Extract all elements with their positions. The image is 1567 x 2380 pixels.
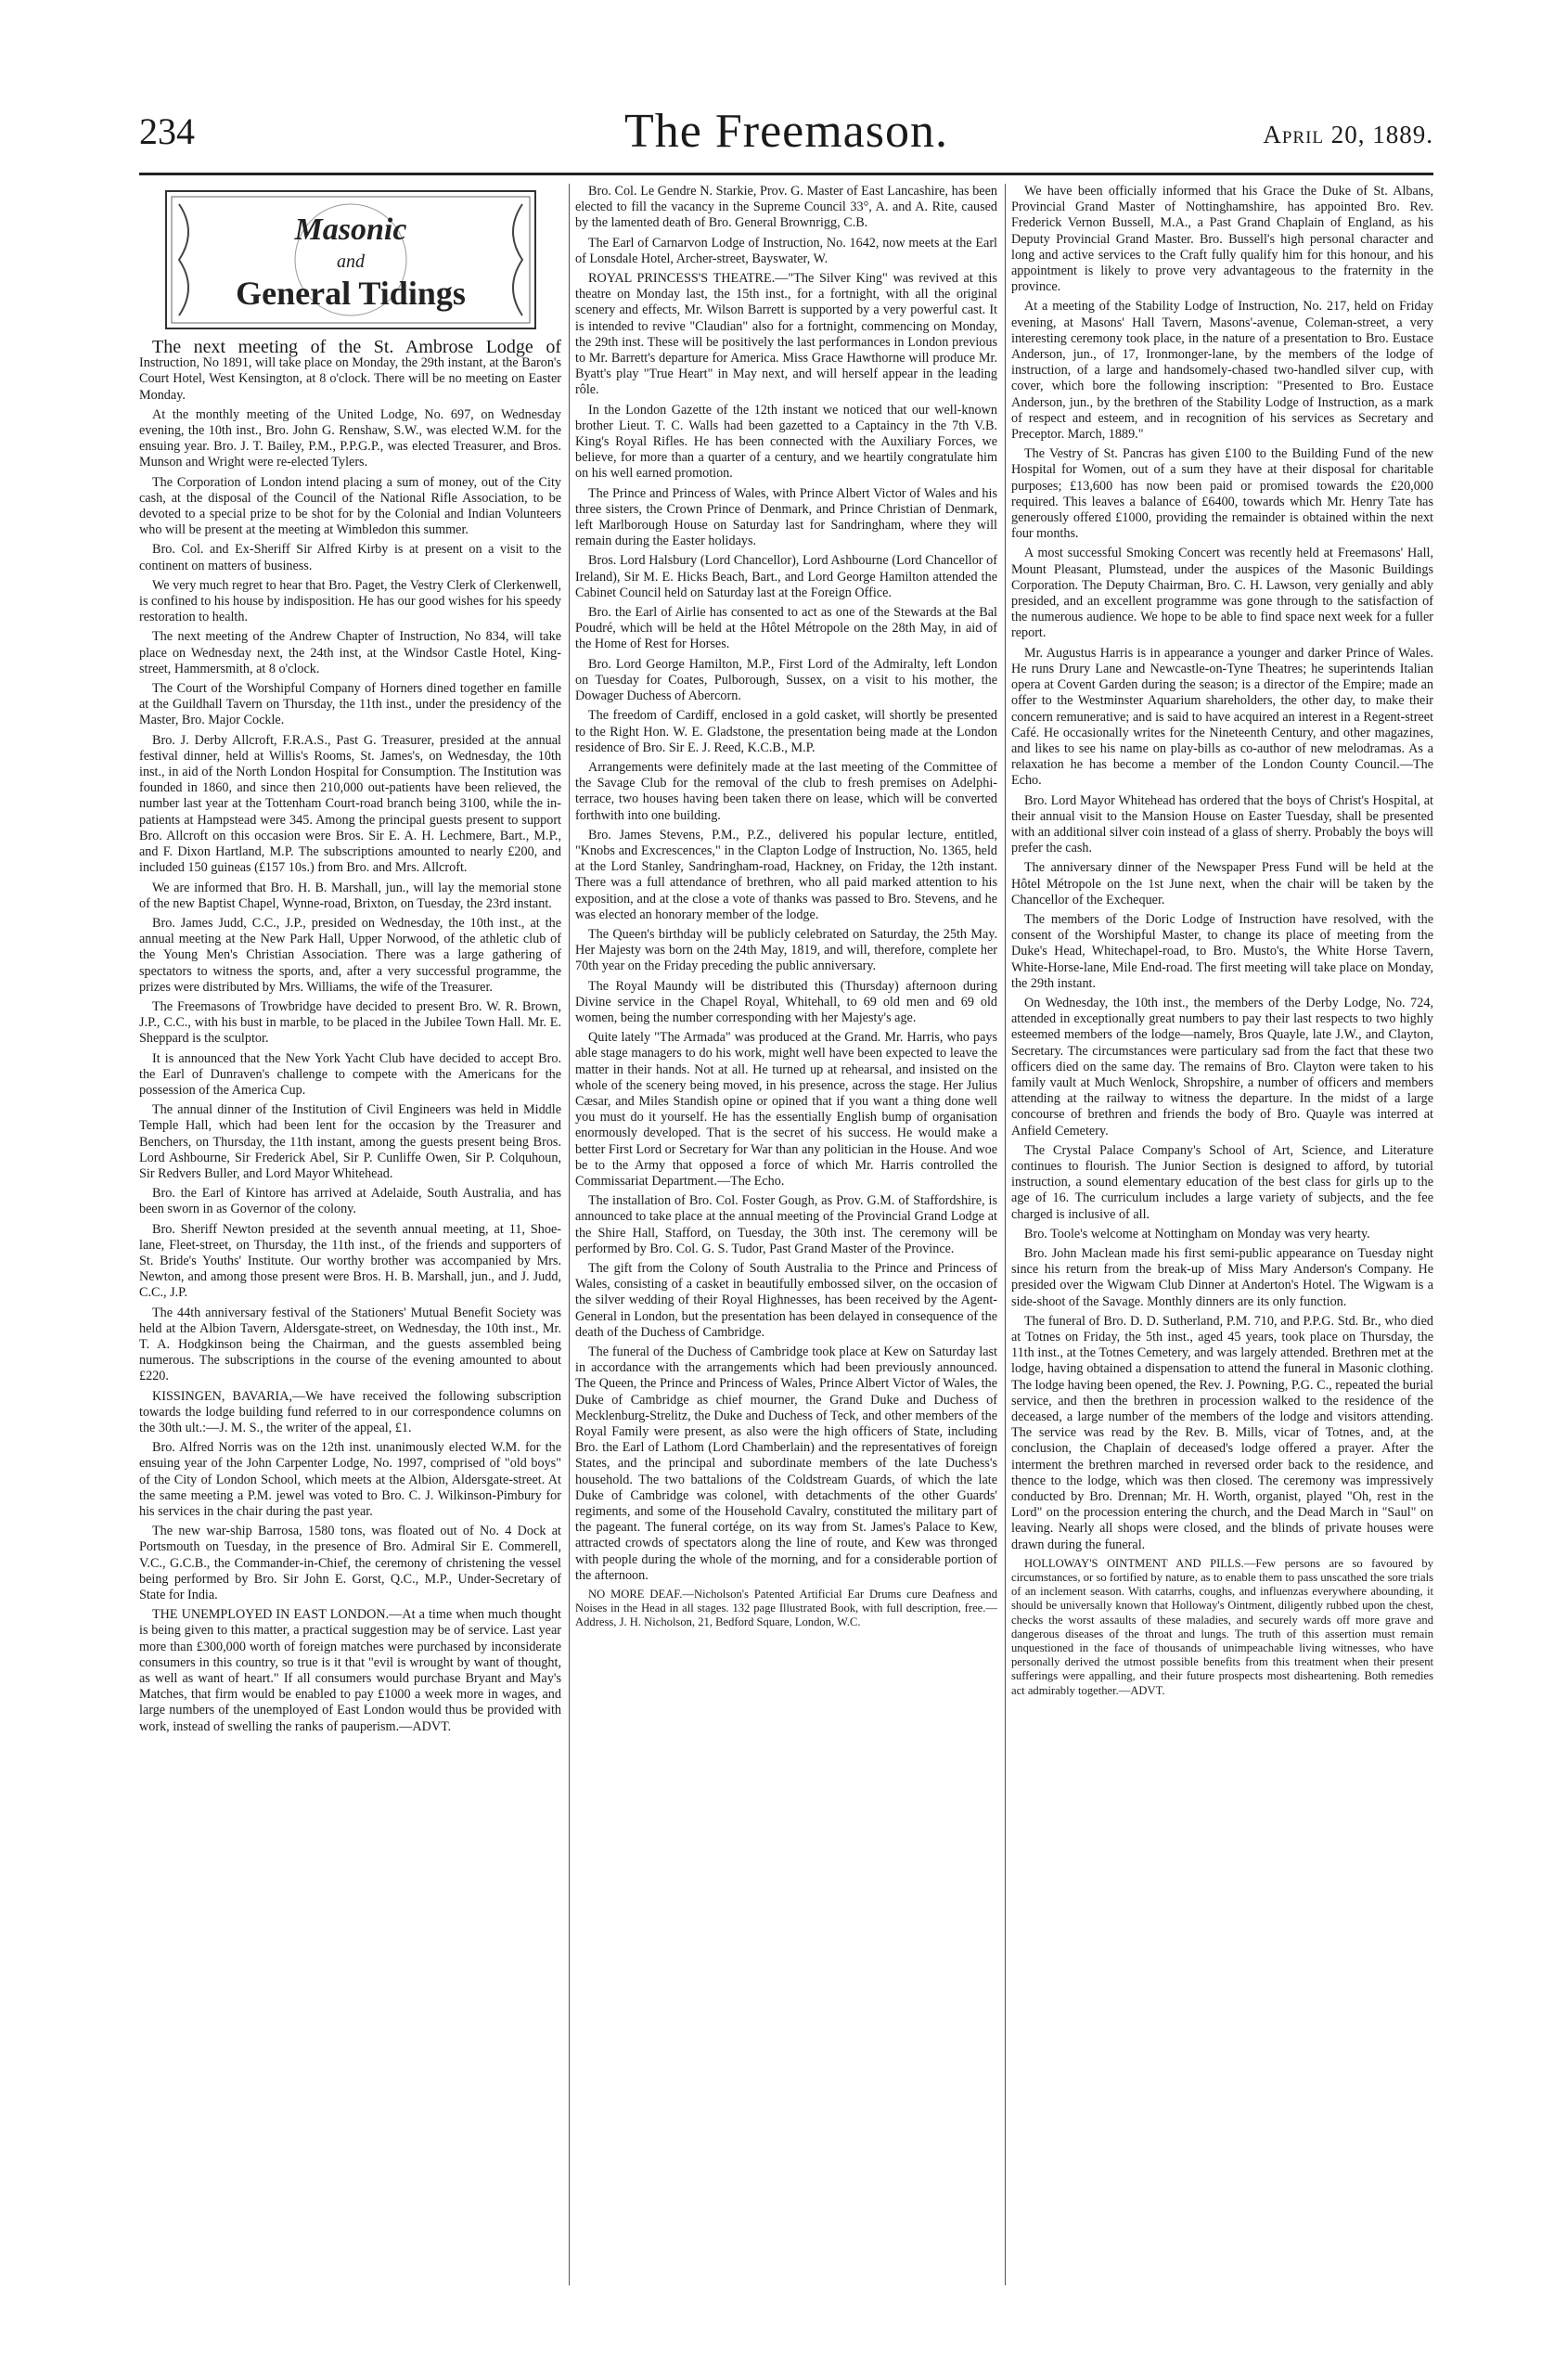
news-paragraph: The Prince and Princess of Wales, with Prince Albert Victor of Wales and his three sisters, the Crown Prince of Denmark, and Prince Christian of Denmark, left Marlborough House on Saturday last for Sandringham, where they will remain during the Easter holidays. [575,485,997,549]
news-paragraph: The new war-ship Barrosa, 1580 tons, was floated out of No. 4 Dock at Portsmouth on Tuesday, in the presence of Bro. Admiral Sir E. Commerell, V.C., G.C.B., the Commander-in-Chief, the ceremony of christening the vessel being performed by Bro. Sir John E. Gorst, Q.C., M.P., Under-Secretary of State for India. [139,1524,561,1603]
news-paragraph: Bro. J. Derby Allcroft, F.R.A.S., Past G. Treasurer, presided at the annual festival dinner, held at Willis's Rooms, St. James's, on Wednesday, the 10th inst., in aid of the North London Hospital for Consumption. The Institution was founded in 1860, and since then 210,000 out-patients have been relieved, the number last year at the Tottenham Court-road branch being 3100, while the in-patients at Hampstead were 345. Among the principal guests present to support Bro. Allcroft on this occasion were Bros. Sir E. A. H. Lechmere, Bart., M.P., and F. Dixon Hartland, M.P. The subscriptions amounted to nearly £200, and included 150 guineas (£157 10s.) from Bro. and Mrs. Allcroft. [139,732,561,876]
news-paragraph: The Earl of Carnarvon Lodge of Instruction, No. 1642, now meets at the Earl of Lonsdale Hotel, Archer-street, Bayswater, W. [575,235,997,266]
column-1-articles [139,337,561,1735]
page-number: 234 [139,110,195,152]
news-paragraph: The Vestry of St. Pancras has given £100 to the Building Fund of the new Hospital for Women, out of a sum they have at their disposal for charitable purposes; £13,600 has now been paid or promised towards the £20,000 required. This leaves a balance of £6400, towards which Mr. Henry Tate has generously offered £1000, providing the remainder is obtained within the next four months. [1011,446,1433,542]
news-paragraph: The Corporation of London intend placing a sum of money, out of the City cash, at the disposal of the Council of the National Rifle Association, to be devoted to a special prize to be shot for by the Colonial and Indian Volunteers who will be present at the meeting at Wimbledon this summer. [139,474,561,538]
news-paragraph: At a meeting of the Stability Lodge of Instruction, No. 217, held on Friday evening, at Masons' Hall Tavern, Masons'-avenue, Coleman-street, a very interesting ceremony took place, in the nature of a presentation to Bro. Eustace Anderson, jun., of 17, Ironmonger-lane, by the members of the lodge of instruction, of a large and handsomely-chased two-handled silver cup, with cover, which bore the following inscription: "Presented to Bro. Eustace Anderson, jun., by the brethren of the Stability Lodge of Instruction, as a mark of respect and esteem, and in recognition of his services as Secretary and Preceptor. March, 1889." [1011,299,1433,443]
news-paragraph: We have been officially informed that his Grace the Duke of St. Albans, Provincial Grand Master of Nottinghamshire, has appointed Bro. Rev. Frederick Vernon Bussell, M.A., a Past Grand Chaplain of England, as his Deputy Provincial Grand Master. Bro. Bussell's high personal character and long and active services to the Craft fully qualify him for this honour, and his appointment is likely to prove very advantageous to the fraternity in the province. [1011,184,1433,295]
header-rule [139,173,1433,175]
news-paragraph: Bro. the Earl of Kintore has arrived at Adelaide, South Australia, and has been sworn in as Governor of the colony. [139,1186,561,1217]
news-paragraph: The anniversary dinner of the Newspaper Press Fund will be held at the Hôtel Métropole on the 1st June next, when the chair will be taken by the Chancellor of the Exchequer. [1011,860,1433,907]
news-paragraph: Bro. Alfred Norris was on the 12th inst. unanimously elected W.M. for the ensuing year of the John Carpenter Lodge, No. 1997, comprised of "old boys" of the City of London School, which meets at the Albion, Aldersgate-street. At the same meeting a P.M. jewel was voted to Bro. C. J. Wilkinson-Pimbury for his services in the chair during the past year. [139,1440,561,1520]
column-2 [575,184,997,2285]
news-paragraph: Bro. Sheriff Newton presided at the seventh annual meeting, at 11, Shoe-lane, Fleet-street, on Thursday, the 11th inst., of the friends and supporters of St. Bride's Youths' Institute. Our worthy brother was accompanied by Mrs. Newton, and among those present were Bros. H. B. Marshall, jun., and J. Judd, C.C., J.P. [139,1221,561,1301]
banner-line-1: Masonic [294,212,406,247]
news-paragraph: The Crystal Palace Company's School of Art, Science, and Literature continues to flourish. The Junior Section is designed to afford, by tutorial instruction, a sound elementary education of the best class for girls up to the age of 16. The curriculum includes a large variety of subjects, and the fee charged is inclusive of all. [1011,1142,1433,1222]
news-paragraph: The freedom of Cardiff, enclosed in a gold casket, will shortly be presented to the Right Hon. W. E. Gladstone, the presentation being made at the London residence of Bro. Sir E. J. Reed, K.C.B., M.P. [575,708,997,755]
news-paragraph: On Wednesday, the 10th inst., the members of the Derby Lodge, No. 724, attended in exceptionally great numbers to pay their last respects to two highly esteemed members of the lodge—namely, Bros Quayle, late J.W., and Clayton, Secretary. The circumstances were particulary sad from the fact that these two officers died on the same day. The remains of Bro. Clayton were taken to his family vault at Much Wenlock, Shropshire, a number of officers and members attending at the railway to witness the departure. In the midst of a large concourse of brethren and friends the body of Bro. Quayle was interred at Anfield Cemetery. [1011,995,1433,1139]
news-paragraph: The next meeting of the St. Ambrose Lodge of Instruction, No 1891, will take place on Monday, the 29th instant, at the Baron's Court Hotel, West Kensington, at 8 o'clock. There will be no meeting on Easter Monday. [139,337,561,403]
news-paragraph: Bros. Lord Halsbury (Lord Chancellor), Lord Ashbourne (Lord Chancellor of Ireland), Sir M. E. Hicks Beach, Bart., and Lord George Hamilton attended the Cabinet Council held on Saturday last at the Foreign Office. [575,553,997,600]
deafness-advertisement: NO MORE DEAF.—Nicholson's Patented Artificial Ear Drums cure Deafness and Noises in the Head in all stages. 132 page Illustrated Book, with full description, free.—Address, J. H. Nicholson, 21, Bedford Square, London, W.C. [575,1588,997,1629]
news-paragraph: Quite lately "The Armada" was produced at the Grand. Mr. Harris, who pays able stage managers to do his work, might well have been expected to leave the matter in their hands. Not at all. He turned up at rehearsal, and insisted on the whole of the scenery being moved, in his presence, across the stage. Her Julius Cæsar, and Miles Standish opine or opined that if you want a thing done well you must do it yourself. He has the essentially English bump of organisation enormously developed. That is the secret of his success. He would make a better First Lord or Secretary for War than any politician in the House. And woe be to the Army that opposed a force of which Mr. Harris controlled the Commissariat Department.—The Echo. [575,1030,997,1189]
column-3-articles [1011,184,1433,1553]
column-1 [139,184,561,2285]
masonic-tidings-banner-icon [161,186,541,334]
banner-line-3: General Tidings [235,275,466,312]
issue-date: April 20, 1889. [1263,121,1433,148]
news-paragraph: The funeral of the Duchess of Cambridge took place at Kew on Saturday last in accordance with the arrangements which had been previously announced. The Queen, the Prince and Princess of Wales, Prince Albert Victor of Wales, the Duke of Cambridge as chief mourner, the Grand Duke and Duchess of Mecklenburg-Strelitz, the Duke and Duchess of Teck, and other members of the Royal Family were present, as also were the high officers of State, including Bro. the Earl of Lathom (Lord Chamberlain) and the representatives of foreign States, and the principal and subordinate members of the late Duchess's household. The two battalions of the Coldstream Guards, of which the late Duke of Cambridge was colonel, with detachments of the other Guards' regiments, and some of the Household Cavalry, constituted the military part of the pageant. The funeral cortége, on its way from St. James's Palace to Kew, attracted crowds of spectators along the line of route, and Kew was thronged with people during the whole of the morning, and for a considerable portion of the afternoon. [575,1344,997,1583]
news-paragraph: It is announced that the New York Yacht Club have decided to accept Bro. the Earl of Dunraven's challenge to compete with the Americans for the possession of the America Cup. [139,1050,561,1098]
news-paragraph: THE UNEMPLOYED IN EAST LONDON.—At a time when much thought is being given to this matter, a practical suggestion may be of service. Last year more than £300,000 worth of foreign matches were purchased by inconsiderate consumers in this country, so true is it that "evil is wrought by want of thought, as well as want of heart." If all consumers would purchase Bryant and May's Matches, that firm would be enabled to pay £1000 a week more in wages, and large numbers of the unemployed of East London would thus be provided with work, instead of swelling the ranks of pauperism.—ADVT. [139,1607,561,1734]
news-paragraph: Bro. Col. and Ex-Sheriff Sir Alfred Kirby is at present on a visit to the continent on matters of business. [139,542,561,573]
news-paragraph: The funeral of Bro. D. D. Sutherland, P.M. 710, and P.P.G. Std. Br., who died at Totnes on Friday, the 5th inst., aged 45 years, took place on Thursday, the 11th inst., at the Totnes Cemetery, and was largely attended. Brethren met at the lodge, having obtained a dispensation to attend the funeral in Masonic clothing. The lodge having been opened, the Rev. J. Powning, P.G. C., repeated the burial service, and then the brethren in procession walked to the residence of the deceased, a large number of the members of the lodge and visitors attending. The service was read by the Rev. B. Mills, vicar of Totnes, and, at the conclusion, the Chaplain of deceased's lodge offered a prayer. After the interment the brethren marched in reversed order back to the residence, and thence to the lodge, which was then closed. The ceremony was impressively conducted by Bro. Drennan; Mr. H. Worth, organist, played "Oh, rest in the Lord" on the procession entering the church, and the Dead March in "Saul" on leaving. Nearly all shops were closed, and the blinds of private houses were drawn during the funeral. [1011,1313,1433,1552]
column-divider [569,184,570,2285]
news-paragraph: Bro. James Judd, C.C., J.P., presided on Wednesday, the 10th inst., at the annual meeting at the New Park Hall, Upper Norwood, of the athletic club of the Young Men's Christian Association. There was a large gathering of spectators to witness the sports, and, after a very successful programme, the prizes were distributed by Mrs. Williams, the wife of the Treasurer. [139,915,561,995]
news-paragraph: ROYAL PRINCESS'S THEATRE.—"The Silver King" was revived at this theatre on Monday last, the 15th inst., for a fortnight, with all the original scenery and effects, Mr. Wilson Barrett is supported by a very powerful cast. It is intended to revive "Claudian" also for a fortnight, commencing on Monday, the 29th inst. These will be positively the last performances in London previous to Mr. Barrett's departure for America. Miss Grace Hawthorne will produce Mr. Byatt's play "True Heart" in May next, and will herself appear in the leading rôle. [575,271,997,398]
news-paragraph: In the London Gazette of the 12th instant we noticed that our well-known brother Lieut. T. C. Walls had been gazetted to a Captaincy in the 7th V.B. King's Royal Rifles. He has been connected with the Auxiliary Forces, we believe, for more than a quarter of a century, and we heartily congratulate him on his well earned promotion. [575,402,997,482]
news-paragraph: The 44th anniversary festival of the Stationers' Mutual Benefit Society was held at the Albion Tavern, Aldersgate-street, on Wednesday, the 10th inst., Mr. T. A. Hodgkinson being the Chairman, and the guests assembled being numerous. The subscriptions in the course of the evening amounted to about £220. [139,1305,561,1384]
news-paragraph: The gift from the Colony of South Australia to the Prince and Princess of Wales, consisting of a casket in beautifully embossed silver, on the occasion of the silver wedding of their Royal Highnesses, has been received by the Agent-General in London, but the presentation has been delayed in consequence of the death of the Duchess of Cambridge. [575,1261,997,1340]
news-paragraph: The Court of the Worshipful Company of Horners dined together en famille at the Guildhall Tavern on Thursday, the 11th inst., under the presidency of the Master, Bro. Major Cockle. [139,681,561,728]
news-paragraph: Bro. Col. Le Gendre N. Starkie, Prov. G. Master of East Lancashire, has been elected to fill the vacancy in the Supreme Council 33°, A. and A. Rite, caused by the lamented death of Bro. General Brownrigg, C.B. [575,184,997,231]
news-paragraph: The Freemasons of Trowbridge have decided to present Bro. W. R. Brown, J.P., C.C., with his bust in marble, to be placed in the Jubilee Town Hall. Mr. E. Sheppard is the sculptor. [139,998,561,1047]
banner-line-2: and [336,251,365,272]
news-paragraph: Mr. Augustus Harris is in appearance a younger and darker Prince of Wales. He runs Drury Lane and Newcastle-on-Tyne Theatres; he superintends Italian opera at Covent Garden during the season; is a director of the Empire; made an offer to the Westminster Aquarium shareholders, the other day, to make their concern remunerative; and is said to have acquired an interest in a Regent-street Café. He occasionally writes for the Nineteenth Century, and other magazines, and likes to see his name on play-bills as co-author of new melodramas. As a relaxation he has become a member of the London County Council.—The Echo. [1011,645,1433,789]
news-paragraph: Bro. the Earl of Airlie has consented to act as one of the Stewards at the Bal Poudré, which will be held at the Hôtel Métropole on the 28th May, in aid of the Home of Rest for Horses. [575,605,997,652]
masthead-title: The Freemason. [623,105,948,158]
news-paragraph: The annual dinner of the Institution of Civil Engineers was held in Middle Temple Hall, which had been lent for the occasion by the Treasurer and Benchers, on Thursday, the 11th instant, among the guests present being Bros. Lord Ashbourne, Sir Frederick Abel, Sir P. Cunliffe Owen, Sir P. Colquhoun, Sir Redvers Buller, and Lord Mayor Whitehead. [139,1102,561,1181]
news-paragraph: Bro. James Stevens, P.M., P.Z., delivered his popular lecture, entitled, "Knobs and Excrescences," in the Clapton Lodge of Instruction, No. 1365, held at the Lord Stanley, Sandringham-road, Hackney, on Friday, the 12th instant. There was a full attendance of brethren, who all paid marked attention to his exposition, and at the close a vote of thanks was passed to Bro. Stevens, and he was elected an honorary member of the lodge. [575,827,997,922]
news-paragraph: Bro. Lord George Hamilton, M.P., First Lord of the Admiralty, left London on Tuesday for Coates, Pulborough, Sussex, on a visit to his mother, the Dowager Duchess of Abercorn. [575,656,997,704]
news-paragraph: A most successful Smoking Concert was recently held at Freemasons' Hall, Mount Pleasant, Plumstead, under the auspices of the Masonic Buildings Corporation. The Deputy Chairman, Bro. C. H. Lawson, very genially and ably presided, and an excellent programme was gone through to the satisfaction of the numerous audience. We hope to be able to find space next week for a fuller report. [1011,546,1433,641]
news-paragraph: The members of the Doric Lodge of Instruction have resolved, with the consent of the Worshipful Master, to change its place of meeting from the Duke's Head, Whitechapel-road, to Bro. Musto's, the White Horse Tavern, White-Horse-lane, Mile End-road. The first meeting will take place on Monday, the 29th instant. [1011,911,1433,991]
news-paragraph: KISSINGEN, BAVARIA,—We have received the following subscription towards the lodge building fund referred to in our correspondence columns on the 30th ult.:—J. M. S., the writer of the appeal, £1. [139,1388,561,1435]
news-paragraph: We are informed that Bro. H. B. Marshall, jun., will lay the memorial stone of the new Baptist Chapel, Wynne-road, Brixton, on Tuesday, the 23rd instant. [139,880,561,911]
news-paragraph: The installation of Bro. Col. Foster Gough, as Prov. G.M. of Staffordshire, is announced to take place at the annual meeting of the Provincial Grand Lodge at the Shire Hall, Stafford, on Tuesday, the 30th inst. The ceremony will be performed by Bro. Col. G. S. Tudor, Past Grand Master of the Province. [575,1193,997,1256]
news-paragraph: The next meeting of the Andrew Chapter of Instruction, No 834, will take place on Wednesday next, the 24th inst, at the Windsor Castle Hotel, King-street, Hammersmith, at 8 o'clock. [139,629,561,676]
page-header [139,105,1433,165]
holloway-advertisement: HOLLOWAY'S OINTMENT AND PILLS.—Few persons are so favoured by circumstances, or so fortified by nature, as to enable them to pass unscathed the sore trials of an inclement season. With catarrhs, coughs, and influenzas everywhere abounding, it should be universally known that Holloway's Ointment, diligently rubbed upon the chest, checks the worst assaults of these maladies, and securely wards off more grave and dangerous diseases of the throat and lungs. The truth of this assertion must remain unquestioned in the face of thousands of unimpeachable living witnesses, who have personally derived the utmost possible benefits from this treatment when their present sufferings were appalling, and their future prospects most disheartening. Both remedies act admirably together.—ADVT. [1011,1556,1433,1697]
column-divider [1005,184,1006,2285]
column-2-articles [575,184,997,1584]
column-3 [1011,184,1433,2285]
news-paragraph: Arrangements were definitely made at the last meeting of the Committee of the Savage Club for the removal of the club to fresh premises on Adelphi-terrace, two houses having been taken there on lease, which will be converted forthwith into one building. [575,759,997,823]
news-paragraph: Bro. John Maclean made his first semi-public appearance on Tuesday night since his return from the break-up of Miss Mary Anderson's Company. He presided over the Wigwam Club Dinner at Anderton's Hotel. The Wigwam is a side-shoot of the Savage. Monthly dinners are its only function. [1011,1246,1433,1309]
news-paragraph: Bro. Toole's welcome at Nottingham on Monday was very hearty. [1024,1226,1370,1241]
news-paragraph: At the monthly meeting of the United Lodge, No. 697, on Wednesday evening, the 10th inst., Bro. John G. Renshaw, S.W., was elected W.M. for the ensuing year. Bro. J. T. Bailey, P.M., P.P.G.P., was elected Treasurer, and Bros. Munson and Wright were re-elected Tylers. [139,406,561,470]
news-paragraph: The Queen's birthday will be publicly celebrated on Saturday, the 25th May. Her Majesty was born on the 24th May, 1819, and will, therefore, complete her 70th year on the Friday preceding the public anniversary. [575,926,997,974]
news-paragraph: The Royal Maundy will be distributed this (Thursday) afternoon during Divine service in the Chapel Royal, Whitehall, to 69 old men and 69 old women, being the number corresponding with her Majesty's age. [575,978,997,1025]
news-paragraph: We very much regret to hear that Bro. Paget, the Vestry Clerk of Clerkenwell, is confined to his house by indisposition. He has our good wishes for his speedy restoration to health. [139,577,561,625]
news-paragraph: Bro. Lord Mayor Whitehead has ordered that the boys of Christ's Hospital, at their annual visit to the Mansion House on Easter Tuesday, shall be presented with an additional silver coin instead of a glass of sherry. Probably the boys will prefer the cash. [1011,792,1433,856]
